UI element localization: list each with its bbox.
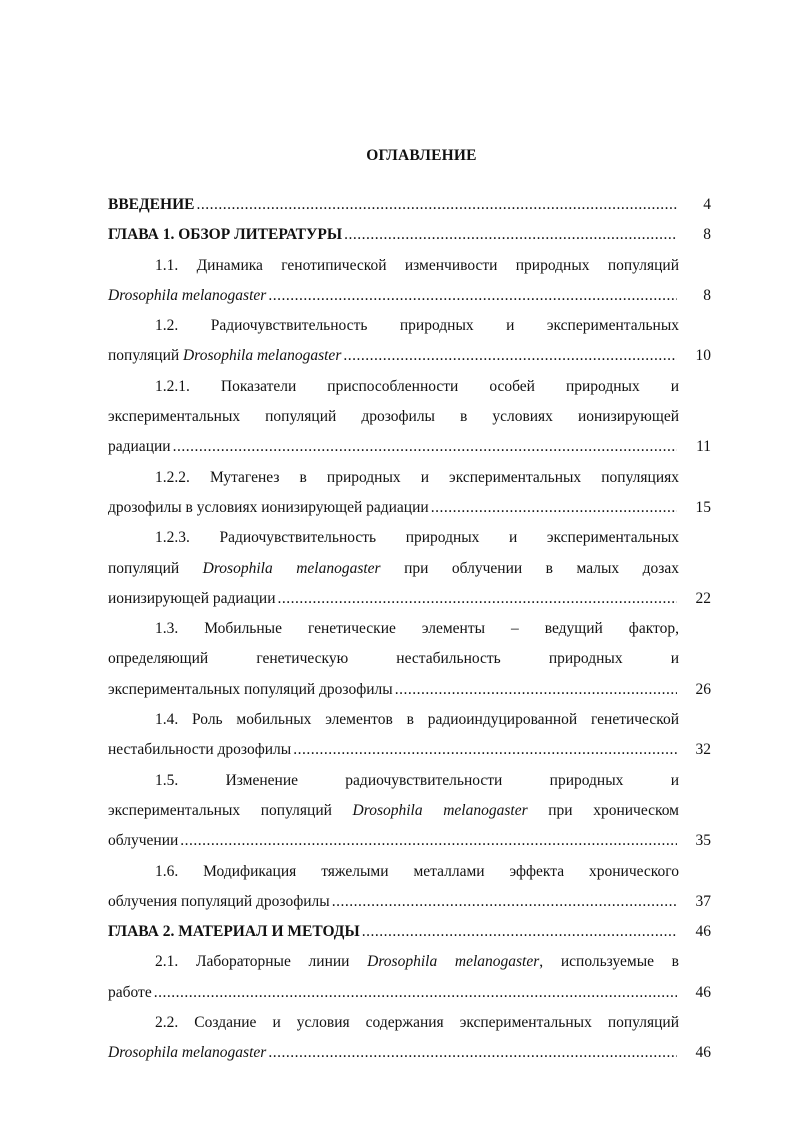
entry-line [155, 857, 679, 887]
entry-line [155, 1008, 679, 1038]
dot-leader [268, 281, 677, 311]
entry-title [108, 978, 152, 1008]
species-name: Drosophila melanogaster [367, 953, 540, 971]
page-number: 46 [695, 923, 711, 941]
entry-title [108, 826, 178, 856]
page-number: 4 [703, 196, 711, 213]
entry-line [108, 644, 679, 674]
dot-leader [278, 584, 678, 614]
dot-leader [344, 220, 677, 250]
dot-leader [268, 1038, 677, 1068]
entry-text: , используемые в [539, 953, 679, 971]
entry-text: определяющий генетическую нестабильность природных и [108, 650, 679, 668]
page-number: 8 [703, 226, 711, 244]
entry-title [108, 735, 291, 765]
toc-section-entry[interactable] [108, 766, 711, 857]
entry-text: ионизирующей радиации [108, 589, 276, 607]
entry-title [108, 584, 276, 614]
entry-text: работе [108, 983, 152, 1001]
table-of-contents [108, 190, 711, 1069]
species-name: Drosophila melanogaster [183, 347, 342, 365]
dot-leader [343, 341, 677, 371]
entry-text: 1.2.3. Радиочувствительность природных и экспериментальных [155, 529, 679, 547]
species-name: Drosophila melanogaster [352, 801, 528, 819]
entry-text: популяций [108, 347, 184, 365]
page-number: 32 [695, 741, 711, 759]
entry-text: экспериментальных популяций дрозофилы в условиях ионизирующей [108, 408, 679, 426]
dot-leader [293, 735, 677, 765]
page-number: 8 [703, 286, 711, 304]
entry-title [108, 220, 342, 250]
entry-line [108, 554, 679, 584]
dot-leader [395, 675, 677, 705]
toc-section-entry[interactable] [108, 1008, 711, 1069]
dot-leader [196, 190, 677, 220]
entry-line [155, 705, 679, 735]
entry-line [155, 311, 679, 341]
entry-text: 1.6. Модификация тяжелыми металлами эффекта хронического [155, 862, 679, 880]
toc-section-entry[interactable] [108, 705, 711, 766]
entry-text: 1.2. Радиочувствительность природных и экспериментальных [155, 317, 679, 335]
entry-text: при хроническом [527, 801, 679, 819]
entry-text: облучении [108, 832, 179, 850]
entry-text: 1.3. Мобильные генетические элементы – ведущий фактор, [155, 620, 679, 638]
page-number: 35 [695, 832, 711, 850]
entry-text: 1.2.1. Показатели приспособленности особей природных и [155, 377, 679, 395]
page-number: 10 [695, 347, 711, 365]
page-number: 37 [695, 892, 711, 910]
page-number: 46 [695, 1044, 711, 1062]
toc-chapter-entry[interactable] [108, 190, 711, 220]
toc-section-entry[interactable] [108, 947, 711, 1008]
entry-line [108, 402, 679, 432]
entry-text: ГЛАВА 2. МАТЕРИАЛ И МЕТОДЫ [108, 923, 360, 941]
entry-title [108, 887, 330, 917]
page-number: 11 [696, 438, 711, 456]
toc-section-entry[interactable] [108, 614, 711, 705]
toc-title: ОГЛАВЛЕНИЕ [366, 147, 477, 164]
page-number: 22 [695, 589, 711, 607]
entry-text: нестабильности дрозофилы [108, 741, 292, 759]
species-name: Drosophila melanogaster [108, 286, 267, 304]
entry-text: радиации [108, 438, 171, 456]
toc-section-entry[interactable] [108, 372, 711, 463]
page-number: 26 [695, 680, 711, 698]
entry-title [108, 917, 360, 947]
entry-title [108, 341, 341, 371]
species-name: Drosophila melanogaster [108, 1044, 267, 1062]
entry-title [108, 432, 171, 462]
toc-chapter-entry[interactable] [108, 917, 711, 947]
entry-text: дрозофилы в условиях ионизирующей радиации [108, 498, 429, 516]
entry-text: популяций [108, 559, 203, 577]
entry-line [155, 766, 679, 796]
entry-title [108, 1038, 266, 1068]
toc-chapter-entry[interactable] [108, 220, 711, 250]
entry-text: экспериментальных популяций [108, 801, 353, 819]
entry-line [108, 796, 679, 826]
dot-leader [180, 826, 677, 856]
entry-text: облучения популяций дрозофилы [108, 892, 330, 910]
entry-line [155, 523, 679, 553]
entry-line [155, 463, 679, 493]
entry-text: 2.2. Создание и условия содержания экспериментальных популяций [155, 1014, 679, 1032]
entry-text: 1.1. Динамика генотипической изменчивости природных популяций [155, 256, 679, 274]
toc-section-entry[interactable] [108, 311, 711, 372]
toc-section-entry[interactable] [108, 463, 711, 524]
page-number: 15 [695, 498, 711, 516]
entry-title [108, 281, 266, 311]
entry-text: ВВЕДЕНИЕ [108, 196, 195, 213]
entry-title [108, 675, 393, 705]
entry-text: 1.2.2. Мутагенез в природных и экспериментальных популяциях [155, 468, 679, 486]
dot-leader [362, 917, 677, 947]
entry-line [155, 614, 679, 644]
dot-leader [332, 887, 677, 917]
entry-line [155, 372, 679, 402]
entry-line [155, 947, 679, 977]
toc-section-entry[interactable] [108, 523, 711, 614]
species-name: Drosophila melanogaster [202, 559, 381, 577]
dot-leader [154, 978, 677, 1008]
entry-text: экспериментальных популяций дрозофилы [108, 680, 393, 698]
entry-title [108, 190, 194, 220]
dot-leader [173, 432, 677, 462]
toc-section-entry[interactable] [108, 857, 711, 918]
entry-text: 1.4. Роль мобильных элементов в радиоиндуцированной генетической [155, 711, 679, 729]
entry-text: 1.5. Изменение радиочувствительности природных и [155, 771, 679, 789]
entry-title [108, 493, 429, 523]
page-number: 46 [695, 983, 711, 1001]
dot-leader [431, 493, 677, 523]
entry-line [155, 251, 679, 281]
entry-text: 2.1. Лабораторные линии [155, 953, 368, 971]
toc-section-entry[interactable] [108, 251, 711, 312]
entry-text: при облучении в малых дозах [380, 559, 679, 577]
entry-text: ГЛАВА 1. ОБЗОР ЛИТЕРАТУРЫ [108, 226, 343, 244]
